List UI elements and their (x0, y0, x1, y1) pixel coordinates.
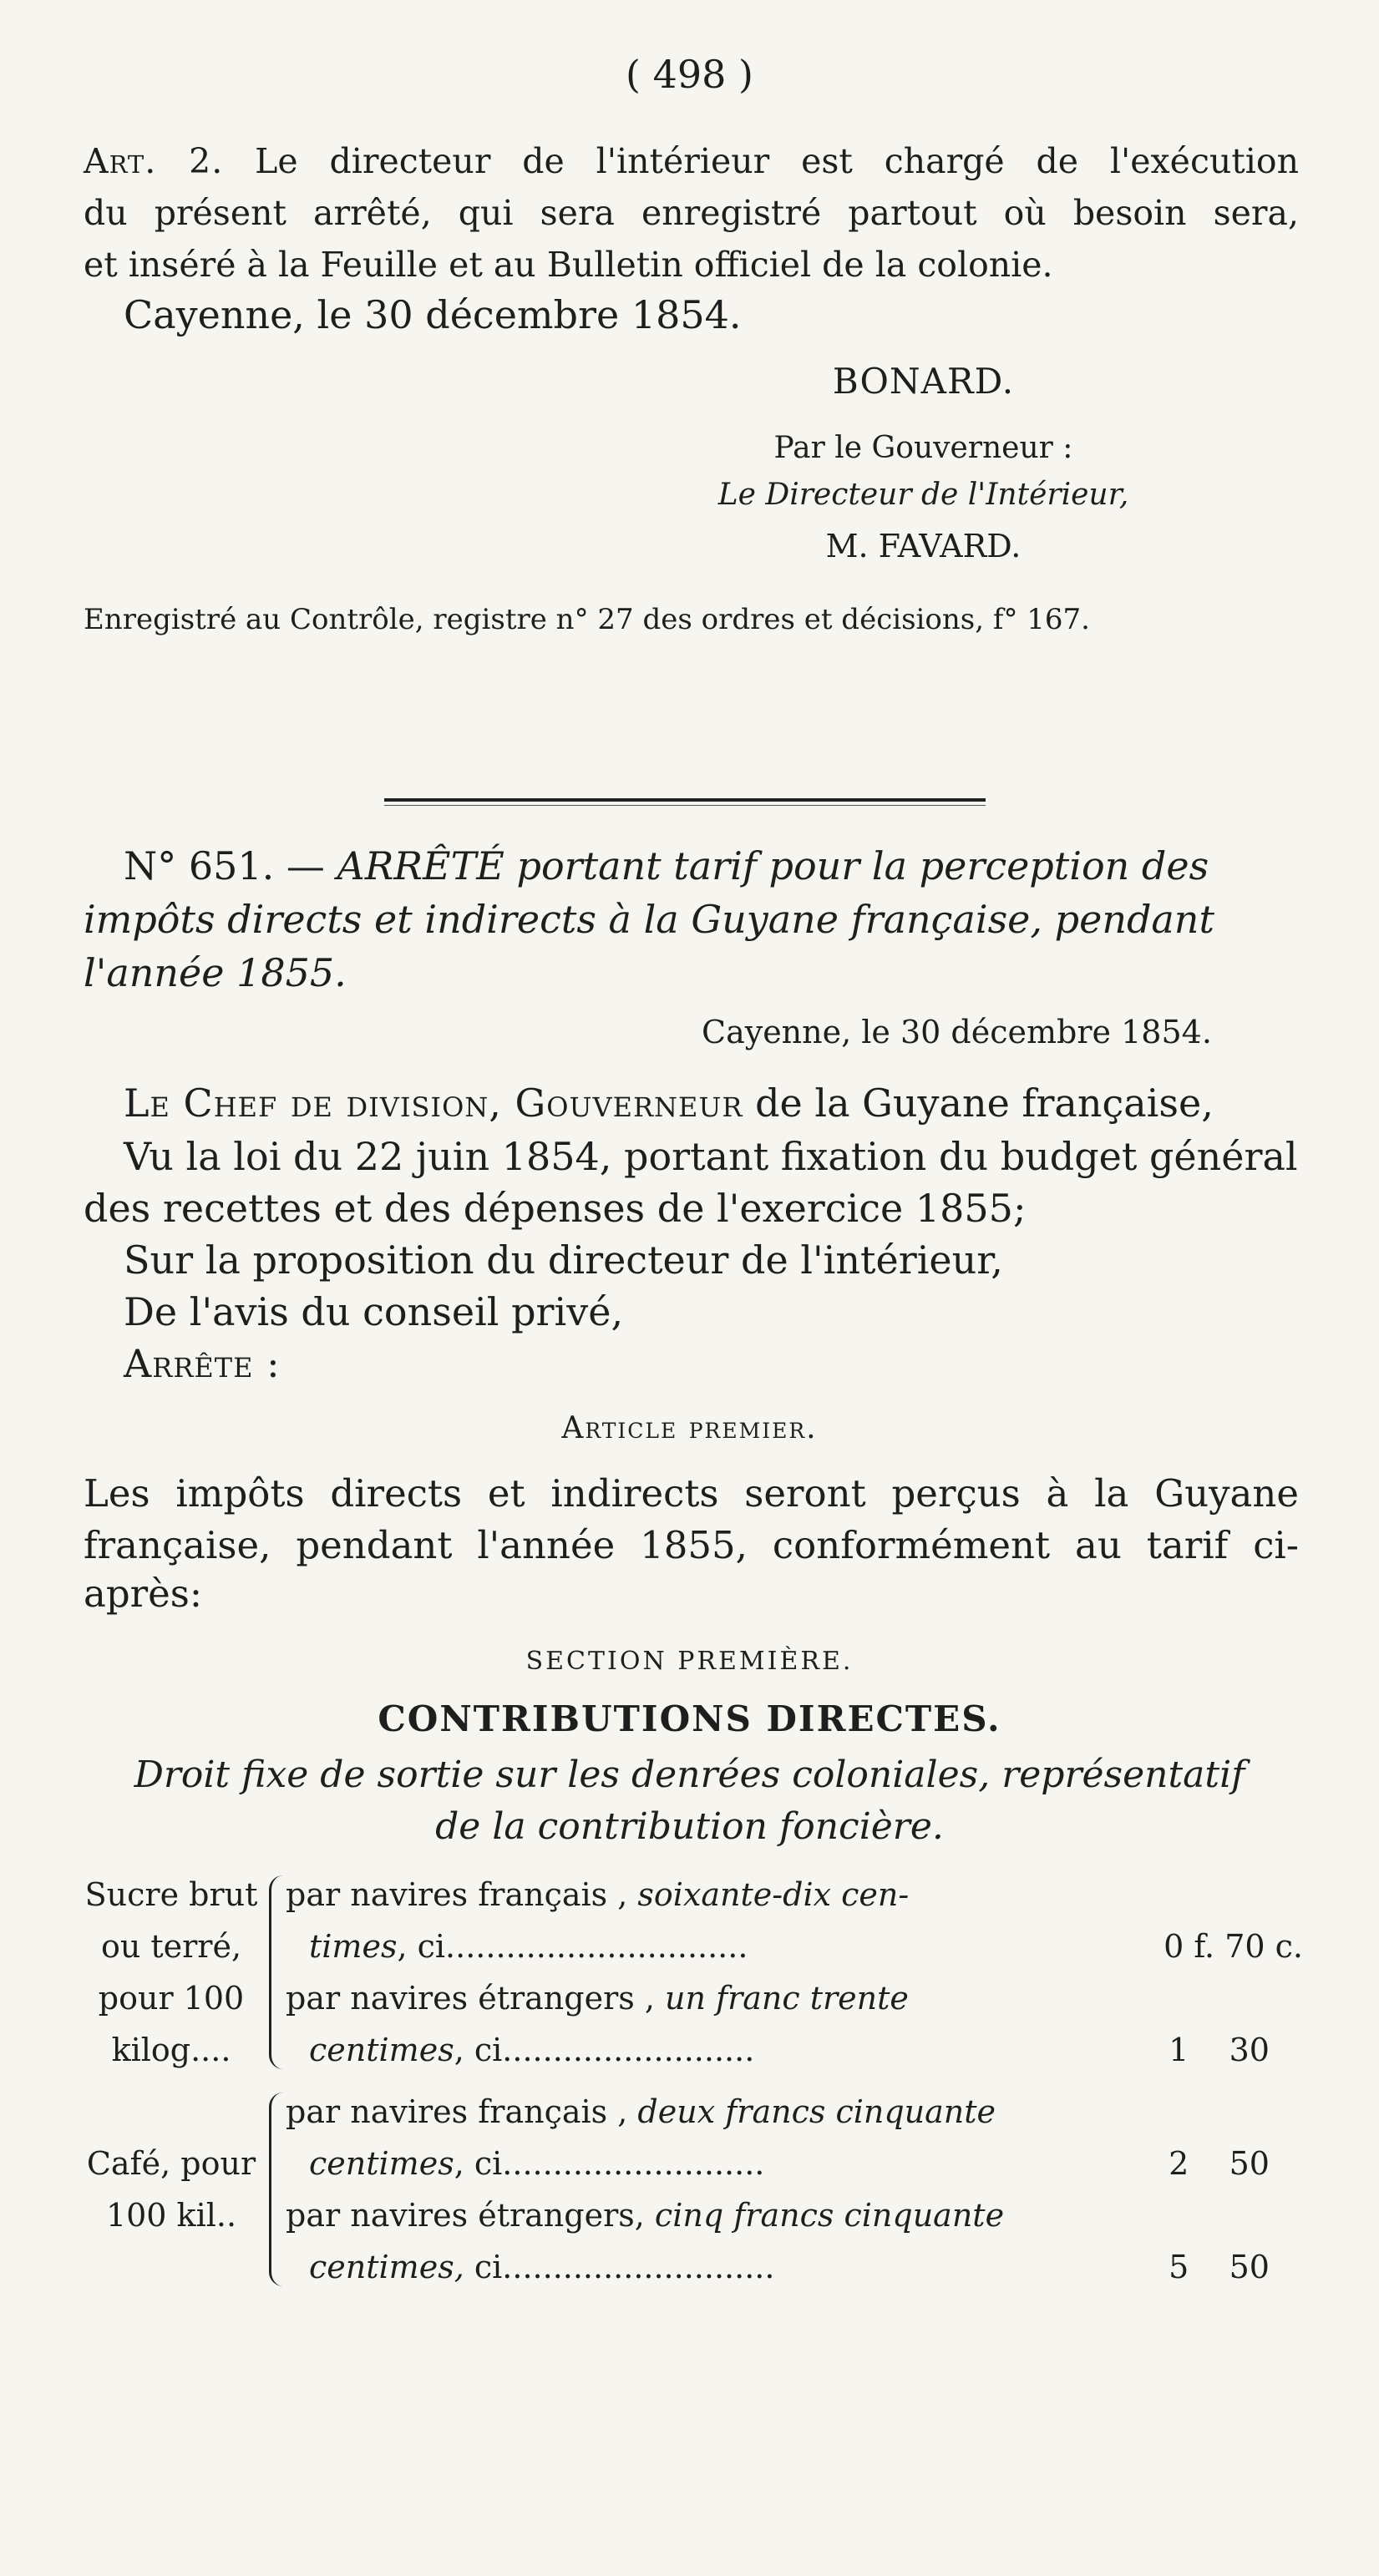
tarif-sucre-2-italic: times (309, 1928, 398, 1965)
article-premier-heading: Article premier. (561, 1411, 818, 1445)
tarif-cafe-line-4 (309, 2241, 774, 2293)
tarif-cafe-line-3 (286, 2189, 1004, 2241)
tarif-label-cafe (84, 2138, 259, 2241)
art2-line1-text: Le directeur de l'intérieur est chargé de l'exécution (255, 141, 1299, 181)
preamble-de: De l'avis du conseil privé, (124, 1289, 624, 1334)
art2-line2: du présent arrêté, qui sera enregistré partout où besoin sera, (84, 193, 1299, 233)
tarif-cafe-line-2 (309, 2138, 764, 2189)
arrete-number: N° 651. — (124, 843, 325, 888)
brace-sucre (269, 1875, 283, 2069)
dateline-2: Cayenne, le 30 décembre 1854. (702, 1014, 1212, 1050)
tarif-sucre-3-italic: un franc trente (665, 1980, 909, 2017)
preamble-vu-1: Vu la loi du 22 juin 1854, portant fixation du budget général (124, 1134, 1298, 1179)
section-title: SECTION PREMIÈRE. (525, 1647, 854, 1676)
tarif-cafe-3-italic: cinq francs cinquante (654, 2197, 1005, 2234)
tarif-label-cafe-2: 100 kil.. (105, 2197, 237, 2234)
tarif-cafe-3-plain: par navires étrangers, (286, 2197, 645, 2234)
tarif-label-sucre-4: kilog.... (111, 2032, 231, 2068)
tarif-cafe-value-etr: 5 50 (1169, 2249, 1270, 2285)
tarif-row-cafe (84, 2086, 1303, 2295)
tarif-sucre-1-italic: soixante-dix cen- (637, 1876, 910, 1913)
tarif-sucre-value-fr: 0 f. 70 c. (1164, 1928, 1303, 1965)
tarif-sucre-4-italic: centimes (309, 2032, 454, 2068)
signature-title: Le Directeur de l'Intérieur, (717, 478, 1129, 512)
art2-lead: Art. 2. (84, 141, 224, 181)
tarif-label-sucre-2: ou terré, (100, 1928, 242, 1965)
tarif-cafe-4-suffix: ci........................... (464, 2249, 775, 2285)
tarif-label-sucre (84, 1869, 259, 2076)
preamble-vu-2: des recettes et des dépenses de l'exercice 1855; (84, 1186, 1027, 1231)
article-text-3: après: (84, 1571, 203, 1616)
droit-title-2: de la contribution foncière. (435, 1805, 944, 1848)
tarif-sucre-line-4 (309, 2024, 754, 2076)
arrete-title-2: impôts directs et indirects à la Guyane française, pendant (84, 897, 1214, 942)
tarif-sucre-line-3 (286, 1972, 909, 2024)
section-divider-thin (384, 805, 986, 806)
page-number: ( 498 ) (626, 52, 753, 97)
tarif-sucre-1-plain: par navires français , (286, 1876, 628, 1913)
preamble-chef-rest: de la Guyane française, (755, 1081, 1214, 1126)
tarif-sucre-line-2 (309, 1921, 748, 1972)
tarif-cafe-1-italic: deux francs cinquante (637, 2093, 996, 2130)
tarif-row-sucre (84, 1869, 1303, 2078)
contributions-title: CONTRIBUTIONS DIRECTES. (378, 1698, 1001, 1739)
tarif-sucre-line-1 (286, 1869, 909, 1921)
arrete-header-line1 (124, 843, 1209, 888)
dateline-1: Cayenne, le 30 décembre 1854. (124, 292, 742, 337)
tarif-cafe-value-fr: 2 50 (1169, 2145, 1270, 2182)
brace-cafe (269, 2093, 283, 2286)
tarif-cafe-2-italic: centimes (309, 2145, 454, 2182)
signature-director: M. FAVARD. (825, 528, 1022, 564)
tarif-cafe-4-italic: centimes, (309, 2249, 464, 2285)
preamble-sur: Sur la proposition du directeur de l'intérieur, (124, 1237, 1003, 1283)
tarif-sucre-4-suffix: , ci......................... (454, 2032, 755, 2068)
tarif-sucre-3-plain: par navires étrangers , (286, 1980, 655, 2017)
droit-title-1: Droit fixe de sortie sur les denrées coloniales, représentatif (134, 1754, 1245, 1796)
arrete-title-3: l'année 1855. (84, 950, 347, 995)
article-text-2: française, pendant l'année 1855, conformément au tarif ci- (84, 1523, 1299, 1567)
art2-line3: et inséré à la Feuille et au Bulletin officiel de la colonie. (84, 245, 1053, 285)
art2-line1 (84, 135, 1299, 187)
preamble-chef (124, 1081, 1214, 1126)
tarif-cafe-2-suffix: , ci.......................... (454, 2145, 765, 2182)
tarif-sucre-value-etr: 1 30 (1169, 2032, 1270, 2068)
registration-line: Enregistré au Contrôle, registre n° 27 des ordres et décisions, f° 167. (84, 603, 1090, 636)
tarif-label-sucre-1: Sucre brut (84, 1876, 258, 1913)
tarif-label-sucre-3: pour 100 (98, 1980, 245, 2017)
preamble-arrete: Arrête : (124, 1341, 281, 1386)
tarif-sucre-2-suffix: , ci.............................. (397, 1928, 748, 1965)
tarif-cafe-line-1 (286, 2086, 996, 2138)
tarif-label-cafe-1: Café, pour (86, 2145, 256, 2182)
article-text-1: Les impôts directs et indirects seront perçus à la Guyane (84, 1471, 1299, 1516)
arrete-title-1: ARRÊTÉ portant tarif pour la perception des (337, 843, 1209, 888)
signature-name: BONARD. (832, 361, 1015, 402)
preamble-chef-sc: Le Chef de division, Gouverneur (124, 1081, 743, 1126)
tarif-cafe-1-plain: par navires français , (286, 2093, 628, 2130)
signature-par: Par le Gouverneur : (773, 431, 1073, 465)
section-divider (384, 798, 986, 802)
